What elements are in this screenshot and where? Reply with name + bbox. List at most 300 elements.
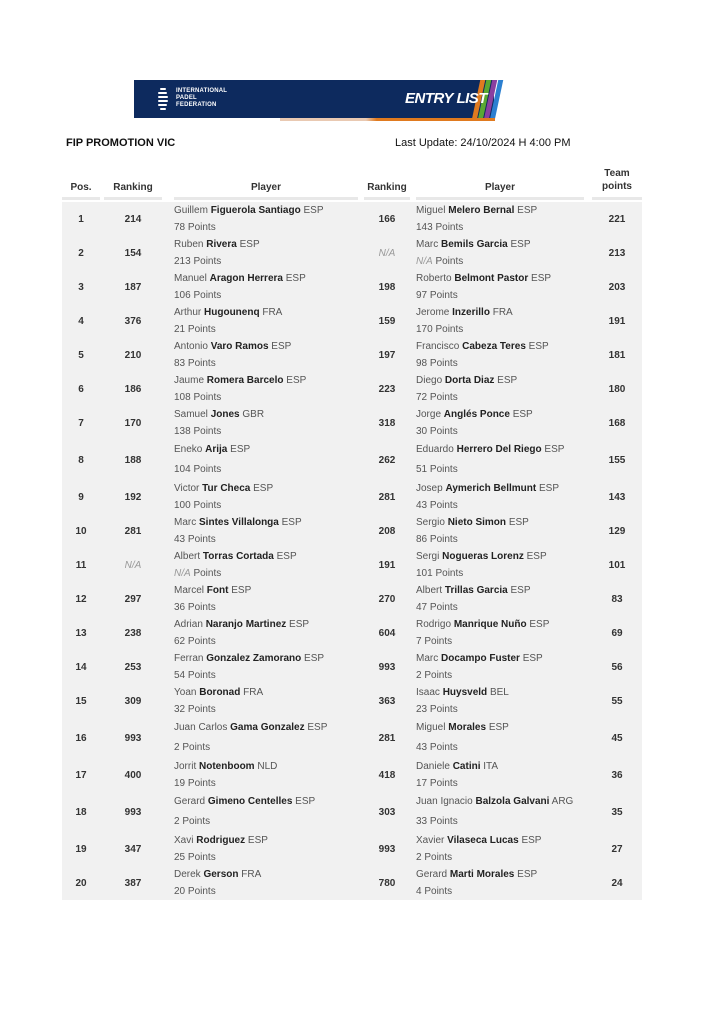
nationality: ESP — [286, 375, 307, 386]
player-name — [174, 718, 358, 738]
player-name — [416, 616, 584, 633]
points-value: 100 — [174, 500, 191, 511]
points-label: Points — [429, 704, 458, 715]
player-2 — [416, 582, 584, 616]
nationality: ARG — [551, 796, 574, 807]
last-name: Figuerola Santiago — [210, 205, 301, 216]
points-label: Points — [429, 816, 458, 827]
nationality: ESP — [510, 239, 531, 250]
points-value: 97 — [416, 290, 428, 301]
player-2 — [416, 758, 584, 792]
points-label: Points — [429, 290, 458, 301]
nationality: ESP — [512, 409, 533, 420]
player-points — [416, 701, 584, 718]
points-value: 43 — [416, 500, 428, 511]
nationality: GBR — [242, 409, 265, 420]
player-name — [416, 684, 584, 701]
team-points: 143 — [608, 491, 626, 503]
last-name: Aymerich Bellmunt — [445, 483, 537, 494]
points-label: Points — [424, 852, 453, 863]
ranking-1: 210 — [124, 349, 142, 361]
nationality: ESP — [304, 653, 325, 664]
points-label: Points — [187, 852, 216, 863]
player-points — [174, 812, 358, 832]
nationality: ESP — [230, 444, 251, 455]
player-points — [174, 775, 358, 792]
points-label: Points — [429, 742, 458, 753]
player-name — [174, 440, 358, 460]
player-points — [416, 883, 584, 900]
points-value: 72 — [416, 392, 428, 403]
nationality: ESP — [276, 551, 297, 562]
points-value: 43 — [174, 534, 186, 545]
first-name: Isaac — [416, 687, 440, 698]
player-name — [416, 650, 584, 667]
nationality: ESP — [303, 205, 324, 216]
first-name: Adrian — [174, 619, 203, 630]
team-points: 24 — [611, 877, 623, 889]
player-points — [416, 812, 584, 832]
last-name: Varo Ramos — [210, 341, 269, 352]
player-points — [174, 253, 358, 270]
nationality: ESP — [253, 483, 274, 494]
table-row — [62, 758, 642, 792]
table-row — [62, 718, 642, 758]
last-name: Arija — [205, 444, 228, 455]
ranking-1: 154 — [124, 247, 142, 259]
table-row — [62, 372, 642, 406]
points-value: 47 — [416, 602, 428, 613]
points-value: 2 — [174, 816, 180, 827]
points-label: Points — [429, 464, 458, 475]
ranking-2: 197 — [378, 349, 396, 361]
player-points — [416, 287, 584, 304]
points-value: 83 — [174, 358, 186, 369]
player-name — [174, 202, 358, 219]
team-points: 36 — [611, 769, 623, 781]
player-1 — [174, 616, 358, 650]
points-label: Points — [429, 392, 458, 403]
team-points: 35 — [611, 806, 623, 818]
entry-list-table — [62, 170, 642, 900]
nationality: ITA — [483, 761, 499, 772]
player-points — [416, 219, 584, 236]
last-name: Docampo Fuster — [441, 653, 520, 664]
table-row — [62, 548, 642, 582]
table-row — [62, 304, 642, 338]
position: 11 — [75, 559, 87, 571]
player-2 — [416, 406, 584, 440]
first-name: Derek — [174, 869, 201, 880]
nationality: ESP — [271, 341, 292, 352]
nationality: ESP — [289, 619, 310, 630]
player-points — [174, 633, 358, 650]
position: 5 — [78, 349, 84, 361]
padel-ball-icon — [150, 84, 172, 112]
nationality: ESP — [526, 551, 547, 562]
ranking-2: 604 — [378, 627, 396, 639]
player-name — [174, 236, 358, 253]
points-label: Points — [193, 464, 222, 475]
player-2 — [416, 616, 584, 650]
position: 1 — [78, 213, 84, 225]
player-name — [174, 758, 358, 775]
points-label: Points — [193, 500, 222, 511]
points-value: 108 — [174, 392, 191, 403]
player-name — [416, 338, 584, 355]
player-1 — [174, 548, 358, 582]
player-name — [174, 304, 358, 321]
first-name: Jorge — [416, 409, 442, 420]
nationality: ESP — [239, 239, 260, 250]
nationality: ESP — [517, 205, 538, 216]
player-1 — [174, 832, 358, 866]
nationality: BEL — [489, 687, 509, 698]
position: 9 — [78, 491, 84, 503]
team-points: 180 — [608, 383, 626, 395]
ranking-1: 376 — [124, 315, 142, 327]
table-row — [62, 866, 642, 900]
nationality: ESP — [285, 273, 306, 284]
player-points — [174, 460, 358, 480]
player-name — [174, 372, 358, 389]
ranking-2: 223 — [378, 383, 396, 395]
points-label: Points — [424, 636, 453, 647]
last-name: Melero Bernal — [448, 205, 515, 216]
ranking-2: 303 — [378, 806, 396, 818]
player-1 — [174, 718, 358, 758]
player-points — [174, 531, 358, 548]
table-header — [62, 170, 642, 200]
last-name: Vilaseca Lucas — [447, 835, 519, 846]
nationality: ESP — [497, 375, 518, 386]
player-name — [416, 582, 584, 599]
position: 16 — [75, 732, 87, 744]
player-name — [174, 480, 358, 497]
position: 12 — [75, 593, 87, 605]
first-name: Josep — [416, 483, 443, 494]
player-points — [174, 355, 358, 372]
first-name: Arthur — [174, 307, 202, 318]
last-name: Balzola Galvani — [475, 796, 550, 807]
team-points: 101 — [608, 559, 626, 571]
first-name: Francisco — [416, 341, 460, 352]
position: 14 — [75, 661, 87, 673]
position: 7 — [78, 417, 84, 429]
header-player-1: Player — [174, 182, 358, 200]
last-name: Font — [206, 585, 229, 596]
player-points — [416, 321, 584, 338]
points-value: 51 — [416, 464, 428, 475]
last-name: Rivera — [206, 239, 237, 250]
points-label: Points — [187, 602, 216, 613]
points-value: 2 — [416, 670, 422, 681]
player-points — [416, 423, 584, 440]
points-value: 2 — [174, 742, 180, 753]
team-points: 168 — [608, 417, 626, 429]
ranking-1: 238 — [124, 627, 142, 639]
table-row — [62, 270, 642, 304]
player-1 — [174, 758, 358, 792]
points-value: 7 — [416, 636, 422, 647]
nationality: ESP — [521, 835, 542, 846]
first-name: Gerard — [416, 869, 448, 880]
player-points — [174, 738, 358, 758]
player-name — [174, 792, 358, 812]
player-2 — [416, 372, 584, 406]
team-points: 221 — [608, 213, 626, 225]
ranking-2: 166 — [378, 213, 396, 225]
player-points — [174, 287, 358, 304]
last-name: Nieto Simon — [447, 517, 507, 528]
player-2 — [416, 514, 584, 548]
ranking-1: 192 — [124, 491, 142, 503]
first-name: Victor — [174, 483, 200, 494]
points-value: 54 — [174, 670, 186, 681]
first-name: Daniele — [416, 761, 450, 772]
player-1 — [174, 440, 358, 480]
position: 20 — [75, 877, 87, 889]
team-points: 129 — [608, 525, 626, 537]
team-points: 45 — [611, 732, 623, 744]
player-name — [416, 480, 584, 497]
header-pos: Pos. — [62, 182, 100, 200]
table-row — [62, 236, 642, 270]
player-2 — [416, 548, 584, 582]
banner-underline — [280, 118, 495, 121]
table-row — [62, 338, 642, 372]
ranking-2: 318 — [378, 417, 396, 429]
last-name: Gerson — [203, 869, 239, 880]
first-name: Manuel — [174, 273, 207, 284]
first-name: Albert — [416, 585, 443, 596]
points-label: Points — [187, 534, 216, 545]
points-value: 78 — [174, 222, 186, 233]
player-name — [174, 684, 358, 701]
first-name: Sergi — [416, 551, 440, 562]
header-ranking-1: Ranking — [104, 182, 162, 200]
player-1 — [174, 650, 358, 684]
player-name — [416, 440, 584, 460]
ranking-1: 387 — [124, 877, 142, 889]
first-name: Jorrit — [174, 761, 197, 772]
ranking-2: 191 — [378, 559, 396, 571]
points-label: Points — [429, 500, 458, 511]
first-name: Xavier — [416, 835, 445, 846]
player-1 — [174, 684, 358, 718]
points-value: 4 — [416, 886, 422, 897]
player-name — [174, 270, 358, 287]
ranking-1: N/A — [124, 559, 142, 571]
team-points: 55 — [611, 695, 623, 707]
last-name: Marti Morales — [449, 869, 515, 880]
player-points — [416, 497, 584, 514]
points-value: N/A — [416, 256, 433, 267]
player-name — [416, 718, 584, 738]
player-points — [174, 599, 358, 616]
last-name: Rodriguez — [196, 835, 246, 846]
player-2 — [416, 718, 584, 758]
position: 13 — [75, 627, 87, 639]
points-value: 2 — [416, 852, 422, 863]
last-name: Herrero Del Riego — [456, 444, 542, 455]
player-1 — [174, 270, 358, 304]
player-2 — [416, 440, 584, 480]
ranking-1: 214 — [124, 213, 142, 225]
player-points — [416, 667, 584, 684]
fip-logo — [150, 84, 227, 112]
ranking-2: 208 — [378, 525, 396, 537]
first-name: Roberto — [416, 273, 452, 284]
nationality: ESP — [522, 653, 543, 664]
points-value: 106 — [174, 290, 191, 301]
ranking-2: 281 — [378, 491, 396, 503]
ranking-1: 170 — [124, 417, 142, 429]
ranking-1: 281 — [124, 525, 142, 537]
first-name: Ferran — [174, 653, 204, 664]
player-points — [416, 599, 584, 616]
nationality: ESP — [531, 273, 552, 284]
first-name: Ruben — [174, 239, 204, 250]
player-1 — [174, 480, 358, 514]
table-row — [62, 792, 642, 832]
points-label: Points — [435, 256, 464, 267]
player-2 — [416, 338, 584, 372]
points-value: N/A — [174, 568, 191, 579]
last-name: Torras Cortada — [202, 551, 274, 562]
first-name: Jerome — [416, 307, 450, 318]
table-row — [62, 514, 642, 548]
player-points — [416, 849, 584, 866]
player-1 — [174, 866, 358, 900]
player-points — [416, 355, 584, 372]
first-name: Marc — [416, 239, 439, 250]
player-points — [416, 633, 584, 650]
nationality: FRA — [262, 307, 283, 318]
player-points — [174, 423, 358, 440]
nationality: FRA — [243, 687, 264, 698]
position: 10 — [75, 525, 87, 537]
nationality: ESP — [528, 341, 549, 352]
team-points: 27 — [611, 843, 623, 855]
first-name: Miguel — [416, 205, 446, 216]
ranking-1: 309 — [124, 695, 142, 707]
player-1 — [174, 202, 358, 236]
table-row — [62, 684, 642, 718]
player-name — [174, 514, 358, 531]
ranking-1: 993 — [124, 806, 142, 818]
first-name: Yoan — [174, 687, 197, 698]
player-name — [174, 616, 358, 633]
player-points — [174, 849, 358, 866]
last-name: Bemils Garcia — [441, 239, 508, 250]
points-label: Points — [424, 670, 453, 681]
table-body — [62, 202, 642, 900]
last-name: Huysveld — [442, 687, 488, 698]
ranking-1: 347 — [124, 843, 142, 855]
position: 6 — [78, 383, 84, 395]
player-2 — [416, 866, 584, 900]
player-2 — [416, 304, 584, 338]
header-team-points: Team points — [592, 167, 642, 200]
first-name: Gerard — [174, 796, 206, 807]
player-name — [416, 548, 584, 565]
ranking-2: 262 — [378, 454, 396, 466]
player-name — [416, 270, 584, 287]
first-name: Samuel — [174, 409, 208, 420]
first-name: Miguel — [416, 722, 446, 733]
nationality: ESP — [517, 869, 538, 880]
points-value: 33 — [416, 816, 428, 827]
team-points: 56 — [611, 661, 623, 673]
player-name — [416, 866, 584, 883]
position: 8 — [78, 454, 84, 466]
points-value: 170 — [416, 324, 433, 335]
nationality: ESP — [488, 722, 509, 733]
ranking-1: 253 — [124, 661, 142, 673]
last-name: Anglés Ponce — [443, 409, 510, 420]
last-name: Morales — [448, 722, 487, 733]
player-name — [416, 832, 584, 849]
player-points — [416, 460, 584, 480]
first-name: Juan Ignacio — [416, 796, 473, 807]
player-name — [174, 582, 358, 599]
ranking-1: 186 — [124, 383, 142, 395]
nationality: FRA — [241, 869, 262, 880]
points-label: Points — [187, 704, 216, 715]
player-1 — [174, 236, 358, 270]
team-points: 191 — [608, 315, 626, 327]
player-points — [174, 565, 358, 582]
first-name: Albert — [174, 551, 201, 562]
points-label: Points — [187, 778, 216, 789]
logo-text: INTERNATIONAL PADEL FEDERATION — [176, 87, 228, 108]
player-2 — [416, 236, 584, 270]
first-name: Marc — [174, 517, 197, 528]
first-name: Antonio — [174, 341, 208, 352]
points-label: Points — [435, 222, 464, 233]
points-value: 213 — [174, 256, 191, 267]
last-name: Nogueras Lorenz — [442, 551, 524, 562]
player-1 — [174, 338, 358, 372]
player-points — [174, 883, 358, 900]
player-name — [416, 304, 584, 321]
entry-list-title: ENTRY LIST — [405, 90, 487, 107]
table-row — [62, 406, 642, 440]
last-name: Tur Checa — [202, 483, 251, 494]
points-label: Points — [187, 886, 216, 897]
points-label: Points — [187, 358, 216, 369]
nationality: ESP — [539, 483, 560, 494]
position: 15 — [75, 695, 87, 707]
points-label: Points — [435, 568, 464, 579]
last-name: Inzerillo — [452, 307, 490, 318]
points-label: Points — [424, 886, 453, 897]
player-2 — [416, 202, 584, 236]
points-label: Points — [187, 636, 216, 647]
nationality: FRA — [492, 307, 513, 318]
last-name: Dorta Diaz — [444, 375, 495, 386]
nationality: ESP — [247, 835, 268, 846]
last-name: Gonzalez Zamorano — [206, 653, 302, 664]
event-title: FIP PROMOTION VIC — [66, 137, 176, 149]
player-2 — [416, 684, 584, 718]
points-value: 20 — [174, 886, 186, 897]
last-name: Cabeza Teres — [462, 341, 526, 352]
nationality: ESP — [231, 585, 252, 596]
position: 19 — [75, 843, 87, 855]
player-name — [416, 372, 584, 389]
